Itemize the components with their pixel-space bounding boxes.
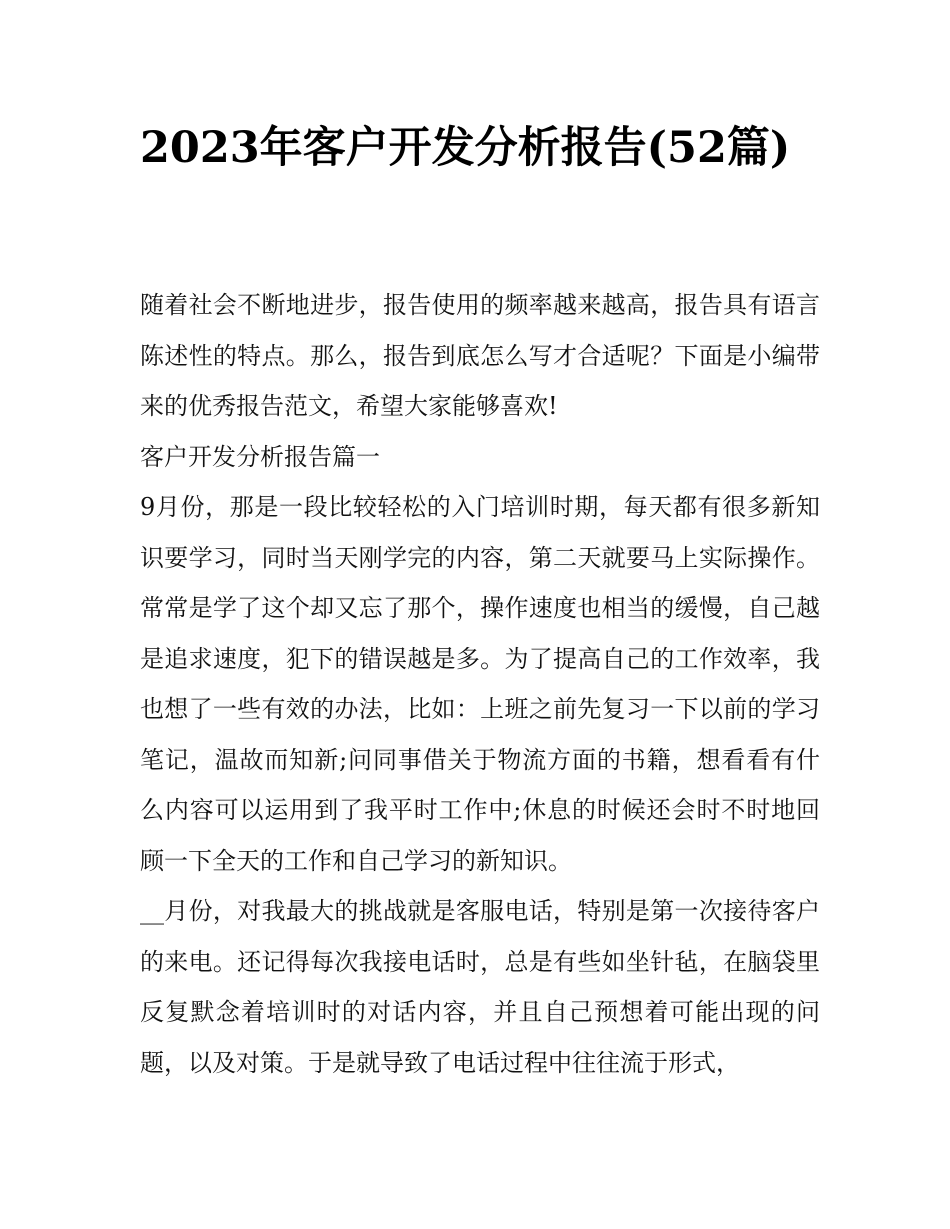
body-paragraph: 9月份，那是一段比较轻松的入门培训时期，每天都有很多新知识要学习，同时当天刚学完的内容，第二天就要马上实际操作。常常是学了这个却又忘了那个，操作速度也相当的缓慢，自己越是追求速度，犯下的错误越是多。为了提高自己的工作效率，我也想了一些有效的办法，比如：上班之前先复习一下以前的学习笔记，温故而知新;问同事借关于物流方面的书籍，想看看有什么内容可以运用到了我平时工作中;休息的时候还会时不时地回顾一下全天的工作和自己学习的新知识。: [140, 493, 820, 875]
section-heading: 客户开发分析报告篇一: [140, 442, 380, 471]
document-body: [140, 280, 820, 1088]
document-title: 2023年客户开发分析报告(52篇): [140, 123, 791, 173]
body-paragraph: __月份，对我最大的挑战就是客服电话，特别是第一次接待客户的来电。还记得每次我接电话时，总是有些如坐针毡，在脑袋里反复默念着培训时的对话内容，并且自己预想着可能出现的问题，以及对策。于是就导致了电话过程中往往流于形式，: [140, 897, 820, 1077]
intro-paragraph: 随着社会不断地进步，报告使用的频率越来越高，报告具有语言陈述性的特点。那么，报告到底怎么写才合适呢？下面是小编带来的优秀报告范文，希望大家能够喜欢!: [140, 291, 820, 420]
